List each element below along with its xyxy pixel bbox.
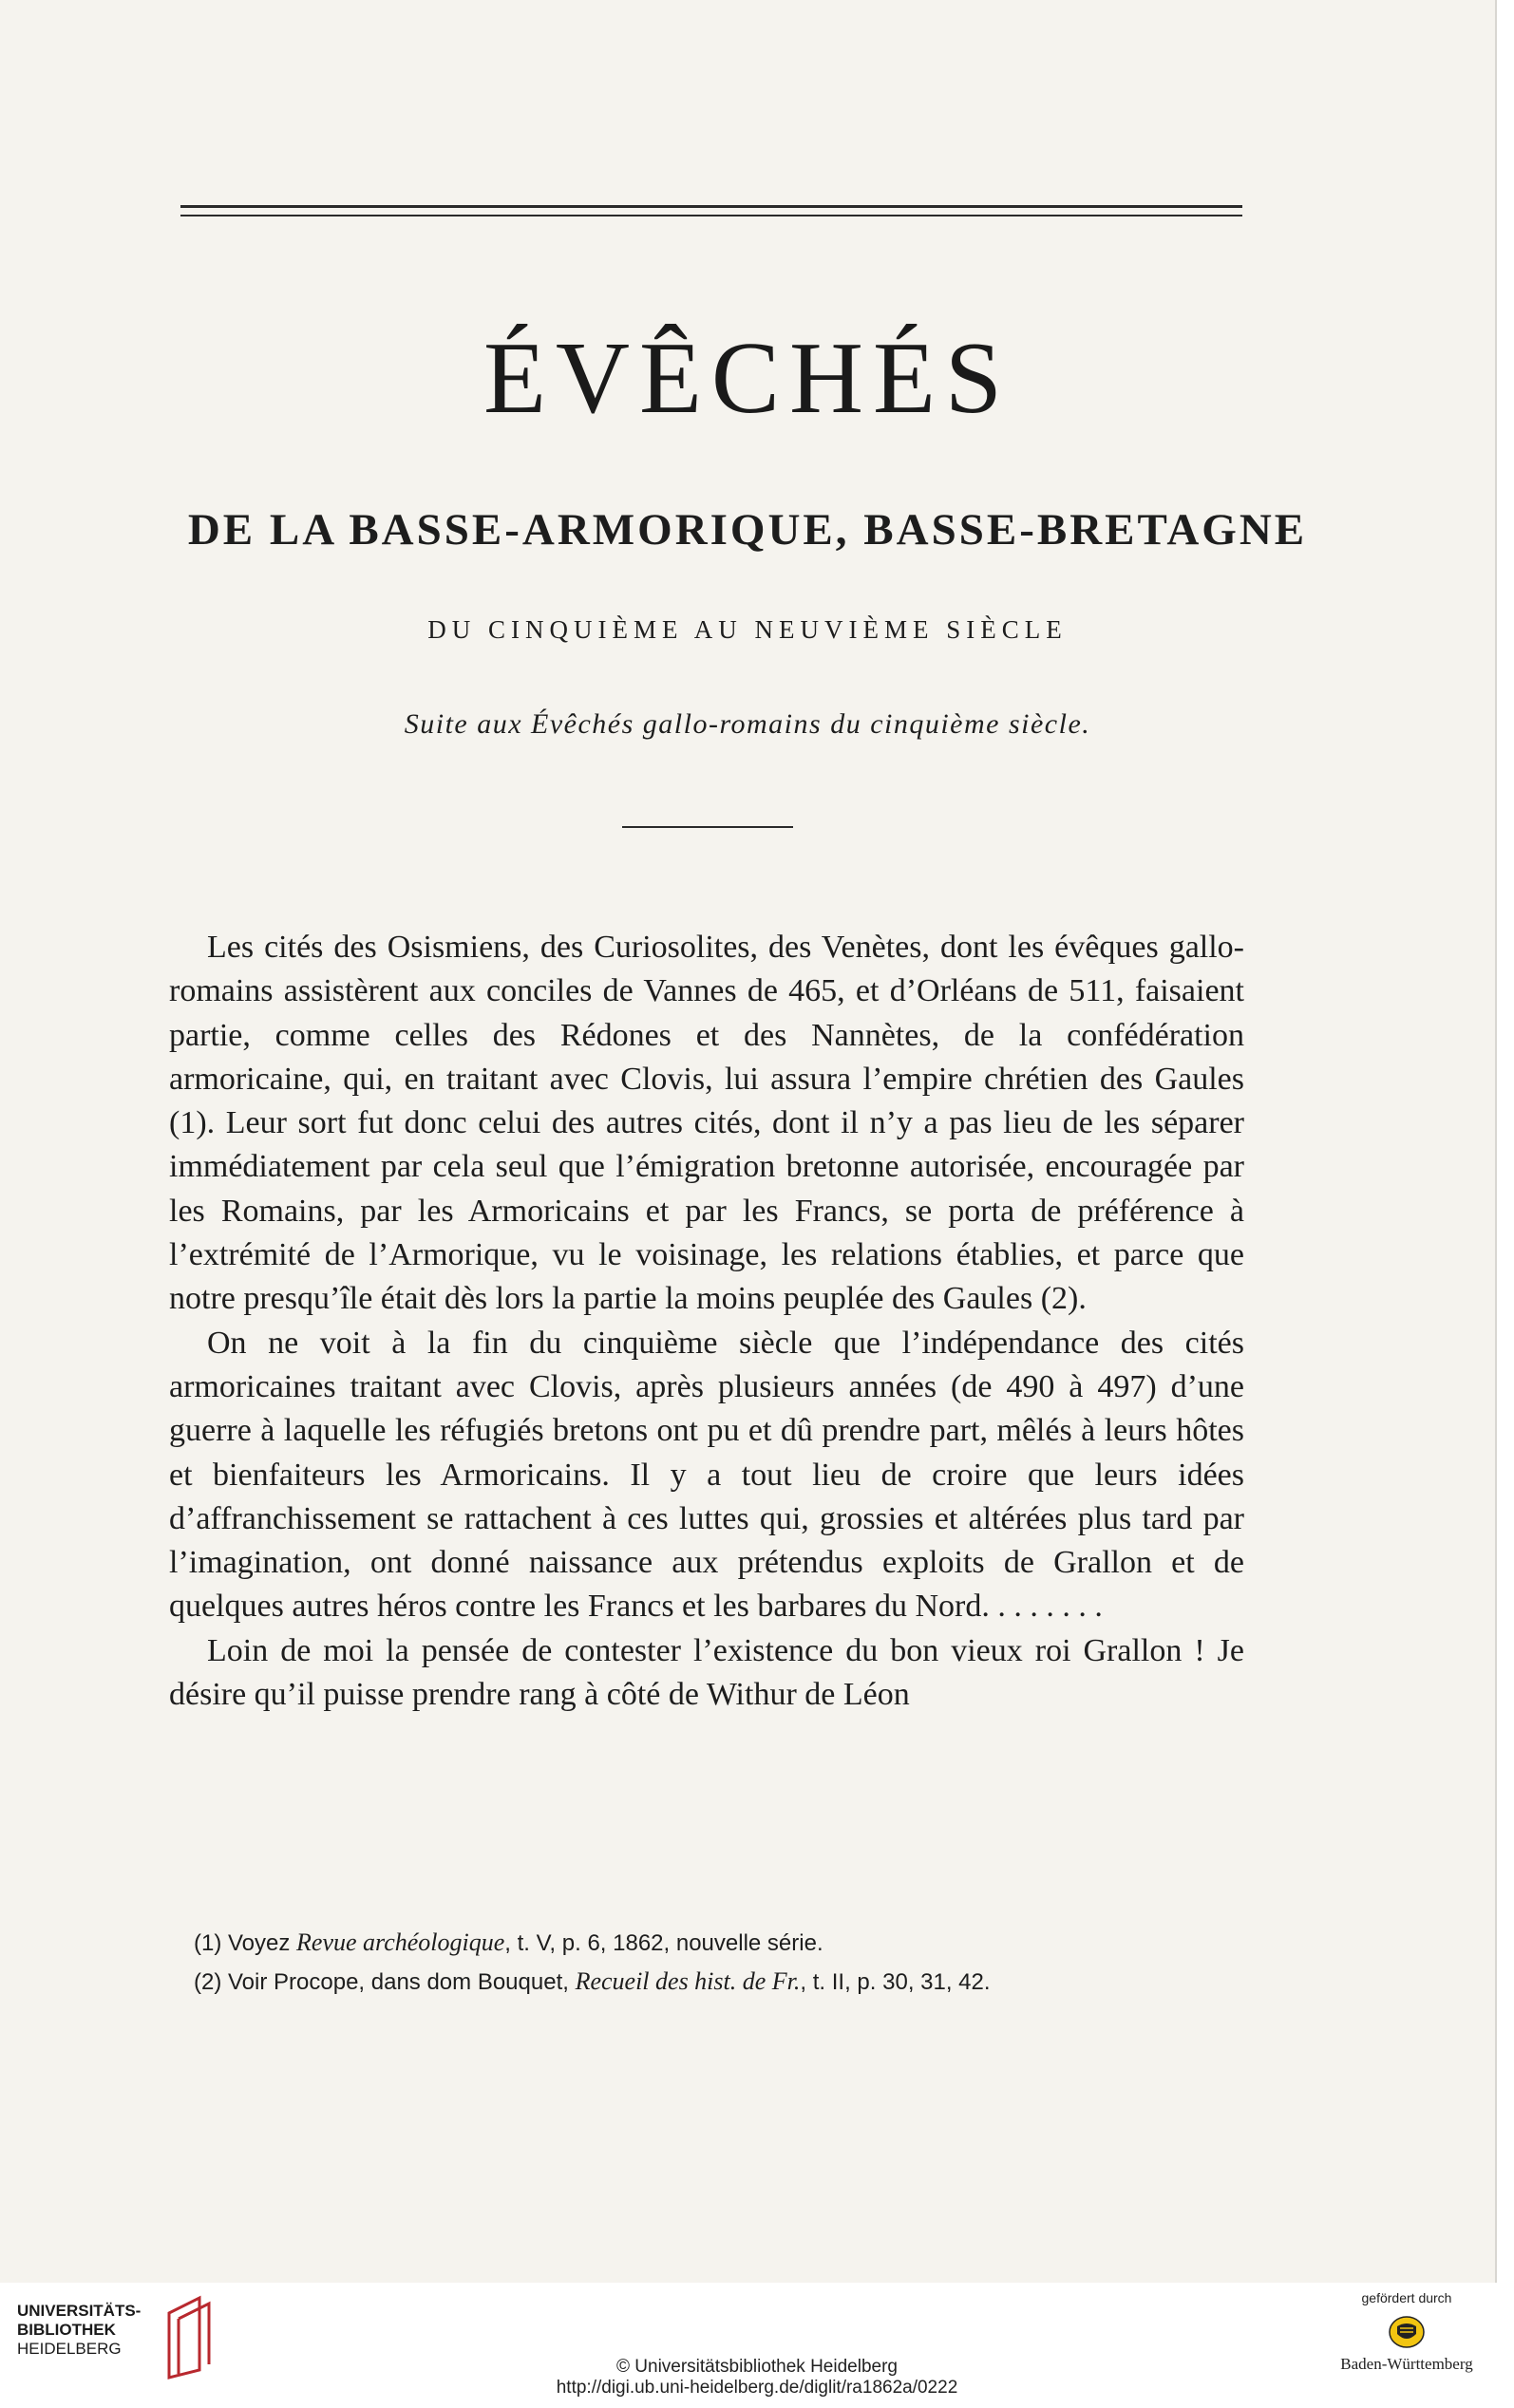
footer-bar bbox=[0, 2283, 1514, 2408]
footnote: (1) Voyez Revue archéologique, t. V, p. 6, 1862, nouvelle série. bbox=[194, 1928, 823, 1956]
permalink[interactable]: http://digi.ub.uni-heidelberg.de/diglit/ra1862a/0222 bbox=[556, 2378, 958, 2398]
paragraph: On ne voit à la fin du cinquième siècle que l’indépendance des cités armoricaines traitant avec Clovis, après plusieurs années (de 490 à 497) d’une guerre à laquelle les réfugiés bretons ont pu et dû prendre part, mêlés à leurs hôtes et bienfaiteurs les Armoricains. Il y a tout lieu de croire que leurs idées d’affranchissement se rattachent à ces luttes qui, grossies et altérées plus tard par l’imagination, ont donné naissance aux prétendus exploits de Grallon et de quelques autres héros contre les Francs et les barbares du Nord. . . . . . . . bbox=[169, 1325, 1244, 1625]
paragraph: Les cités des Osismiens, des Curiosolites, des Venètes, dont les évêques gallo-romains assistèrent aux conciles de Vannes de 465, et d’Orléans de 511, faisaient partie, comme celles des Rédones et des Nannètes, de la confédération armoricaine, qui, en traitant avec Clovis, lui assura l’empire chrétien des Gaules (1). Leur sort fut donc celui des autres cités, dont il n’y a pas lieu de les séparer immédiatement par cela seul que l’émigration bretonne autorisée, encouragée par les Romains, par les Armoricains et par les Francs, se porta de préférence à l’extrémité de l’Armorique, vu le voisinage, les relations établies, et parce que notre presqu’île était dès lors la partie la moins peuplée des Gaules (2). bbox=[169, 930, 1244, 1317]
top-rule bbox=[180, 205, 1242, 208]
footnote: (2) Voir Procope, dans dom Bouquet, Recueil des hist. de Fr., t. II, p. 30, 31, 42. bbox=[194, 1967, 991, 1995]
sponsor-block: gefördert durch Baden-Württemberg bbox=[1340, 2290, 1473, 2373]
top-rule-thin bbox=[180, 215, 1242, 216]
copyright-notice: © Universitätsbibliothek Heidelberg http://digi.ub.uni-heidelberg.de/diglit/ra1862a/0222 bbox=[0, 2357, 1514, 2399]
library-logo[interactable]: UNIVERSITÄTS- BIBLIOTHEK HEIDELBERG bbox=[17, 2302, 142, 2358]
page-subsubtitle: DU CINQUIÈME AU NEUVIÈME SIÈCLE bbox=[427, 615, 1068, 644]
page-title: ÉVÊCHÉS bbox=[483, 322, 1012, 435]
page-subtitle: DE LA BASSE-ARMORIQUE, BASSE-BRETAGNE bbox=[187, 505, 1308, 555]
footnotes bbox=[169, 1924, 1244, 2002]
paragraph: Loin de moi la pensée de contester l’existence du bon vieux roi Grallon ! Je désire qu’il puisse prendre rang à côté de Withur de Léon bbox=[169, 1632, 1244, 1713]
body-text bbox=[169, 926, 1244, 1717]
title-note: Suite aux Évêchés gallo-romains du cinquième siècle. bbox=[404, 708, 1091, 740]
coat-of-arms-icon bbox=[1388, 2315, 1426, 2349]
section-divider bbox=[622, 826, 793, 828]
